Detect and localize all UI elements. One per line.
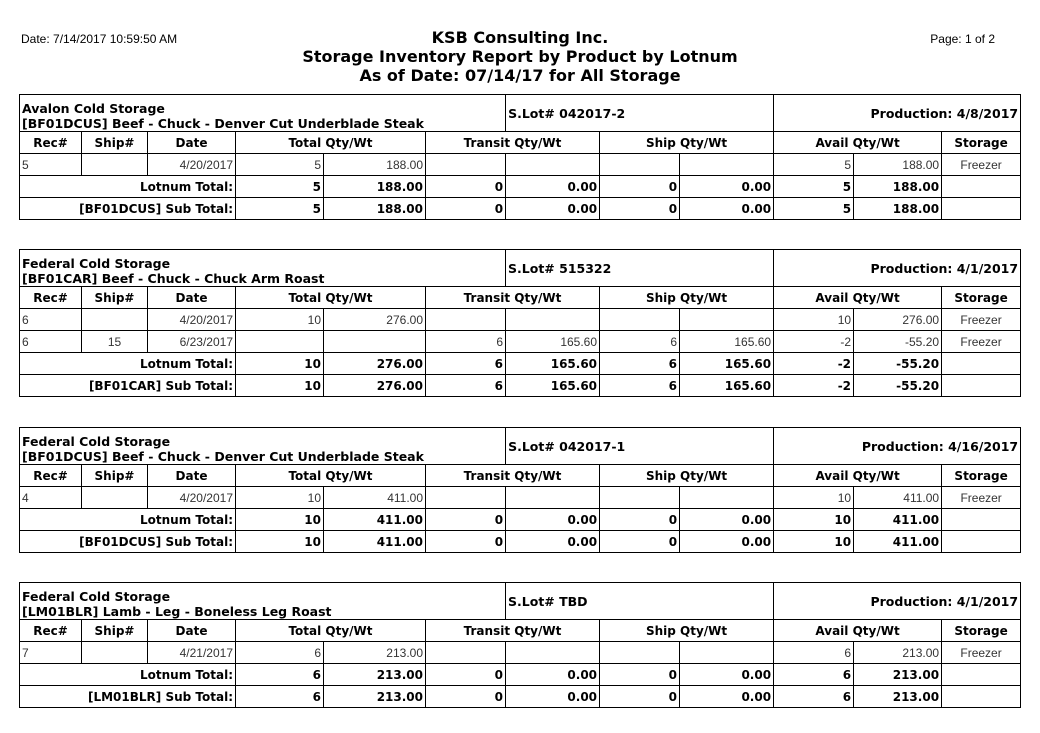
col-rec: Rec# [20, 465, 82, 487]
cell-total-wt: 411.00 [324, 487, 426, 509]
cell-transit-wt: 165.60 [506, 353, 600, 375]
cell-date: 4/20/2017 [148, 154, 236, 176]
cell-avail-qty: 5 [774, 154, 854, 176]
cell-total-qty: 10 [236, 353, 324, 375]
cell-total-qty: 5 [236, 154, 324, 176]
cell-avail-qty: 6 [774, 664, 854, 686]
col-rec: Rec# [20, 287, 82, 309]
col-date: Date [148, 620, 236, 642]
cell-total-qty: 10 [236, 531, 324, 553]
cell-avail-qty: 5 [774, 198, 854, 220]
cell-date: 6/23/2017 [148, 331, 236, 353]
lotnum-total-label: Lotnum Total: [20, 664, 236, 686]
cell-transit-qty: 0 [426, 509, 506, 531]
cell-ship-qty: 0 [600, 198, 680, 220]
cell-ship-qty: 0 [600, 509, 680, 531]
production-date: Production: 4/8/2017 [774, 95, 1021, 132]
cell-transit-wt: 0.00 [506, 198, 600, 220]
col-storage: Storage [942, 465, 1021, 487]
cell-total-wt: 188.00 [324, 198, 426, 220]
production-date: Production: 4/1/2017 [774, 583, 1021, 620]
cell-total-wt: 411.00 [324, 509, 426, 531]
cell-empty [942, 531, 1021, 553]
cell-storage: Freezer [942, 487, 1021, 509]
cell-transit-qty: 0 [426, 664, 506, 686]
cell-total-qty: 10 [236, 375, 324, 397]
cell-avail-wt: 276.00 [854, 309, 942, 331]
cell-rec: 6 [20, 309, 82, 331]
cell-transit-qty: 0 [426, 176, 506, 198]
cell-transit-wt: 0.00 [506, 686, 600, 708]
cell-total-wt: 276.00 [324, 353, 426, 375]
inventory-section [19, 427, 1020, 553]
product-name: [BF01DCUS] Beef - Chuck - Denver Cut Underblade Steak [22, 449, 424, 464]
report-as-of: As of Date: 07/14/17 for All Storage [359, 66, 681, 85]
sub-total-row [20, 686, 1021, 708]
cell-avail-wt: 411.00 [854, 509, 942, 531]
column-header-row [20, 465, 1021, 487]
product-name: [LM01BLR] Lamb - Leg - Boneless Leg Roast [22, 604, 332, 619]
cell-total-wt: 213.00 [324, 686, 426, 708]
cell-ship-qty [600, 487, 680, 509]
sub-total-label: [BF01DCUS] Sub Total: [20, 198, 236, 220]
cell-ship: 15 [82, 331, 148, 353]
cell-avail-wt: 213.00 [854, 686, 942, 708]
col-shipqty: Ship Qty/Wt [600, 287, 774, 309]
table-row [20, 309, 1021, 331]
cell-ship-wt: 0.00 [680, 664, 774, 686]
facility-name: Federal Cold Storage [22, 256, 171, 271]
report-date: Date: 7/14/2017 10:59:50 AM [21, 32, 178, 46]
cell-avail-wt: 213.00 [854, 642, 942, 664]
cell-transit-wt: 0.00 [506, 664, 600, 686]
col-total: Total Qty/Wt [236, 287, 426, 309]
cell-total-wt: 276.00 [324, 309, 426, 331]
facility-name: Avalon Cold Storage [22, 101, 165, 116]
section-header [20, 428, 506, 465]
sub-total-label: [LM01BLR] Sub Total: [20, 686, 236, 708]
cell-storage: Freezer [942, 642, 1021, 664]
cell-avail-wt: -55.20 [854, 353, 942, 375]
cell-ship-qty [600, 642, 680, 664]
cell-avail-wt: 411.00 [854, 487, 942, 509]
cell-avail-qty: 10 [774, 509, 854, 531]
cell-avail-wt: 213.00 [854, 664, 942, 686]
col-transit: Transit Qty/Wt [426, 465, 600, 487]
cell-avail-qty: -2 [774, 375, 854, 397]
cell-transit-wt: 0.00 [506, 176, 600, 198]
col-date: Date [148, 465, 236, 487]
facility-name: Federal Cold Storage [22, 589, 171, 604]
cell-storage: Freezer [942, 309, 1021, 331]
cell-transit-qty: 6 [426, 353, 506, 375]
cell-empty [942, 176, 1021, 198]
col-total: Total Qty/Wt [236, 465, 426, 487]
cell-ship-wt: 0.00 [680, 509, 774, 531]
sub-total-row [20, 198, 1021, 220]
column-header-row [20, 620, 1021, 642]
facility-name: Federal Cold Storage [22, 434, 171, 449]
col-ship: Ship# [82, 620, 148, 642]
cell-ship-wt: 0.00 [680, 198, 774, 220]
table-row [20, 331, 1021, 353]
report-title: Storage Inventory Report by Product by Lotnum [302, 47, 738, 66]
col-ship: Ship# [82, 132, 148, 154]
cell-transit-wt: 165.60 [506, 331, 600, 353]
cell-total-qty: 5 [236, 198, 324, 220]
col-ship: Ship# [82, 287, 148, 309]
cell-total-wt [324, 331, 426, 353]
cell-total-qty: 10 [236, 487, 324, 509]
cell-storage: Freezer [942, 331, 1021, 353]
cell-transit-wt [506, 487, 600, 509]
cell-avail-qty: -2 [774, 353, 854, 375]
cell-date: 4/20/2017 [148, 309, 236, 331]
cell-transit-wt: 165.60 [506, 375, 600, 397]
col-rec: Rec# [20, 620, 82, 642]
inventory-section [19, 582, 1020, 708]
cell-transit-qty: 6 [426, 331, 506, 353]
cell-ship-wt: 0.00 [680, 686, 774, 708]
cell-rec: 7 [20, 642, 82, 664]
cell-avail-qty: 5 [774, 176, 854, 198]
cell-ship-qty: 6 [600, 331, 680, 353]
col-transit: Transit Qty/Wt [426, 132, 600, 154]
cell-rec: 6 [20, 331, 82, 353]
col-transit: Transit Qty/Wt [426, 287, 600, 309]
cell-avail-qty: 6 [774, 642, 854, 664]
col-shipqty: Ship Qty/Wt [600, 132, 774, 154]
col-transit: Transit Qty/Wt [426, 620, 600, 642]
cell-ship [82, 309, 148, 331]
lot-number: S.Lot# 042017-2 [506, 95, 774, 132]
cell-transit-wt [506, 642, 600, 664]
col-shipqty: Ship Qty/Wt [600, 620, 774, 642]
cell-avail-qty: 10 [774, 531, 854, 553]
cell-empty [942, 375, 1021, 397]
product-name: [BF01CAR] Beef - Chuck - Chuck Arm Roast [22, 271, 325, 286]
cell-avail-qty: 6 [774, 686, 854, 708]
cell-ship-qty: 6 [600, 375, 680, 397]
cell-ship [82, 642, 148, 664]
cell-ship-qty: 0 [600, 686, 680, 708]
cell-total-wt: 188.00 [324, 154, 426, 176]
cell-ship-wt [680, 487, 774, 509]
cell-ship-wt: 165.60 [680, 353, 774, 375]
cell-avail-wt: 188.00 [854, 198, 942, 220]
col-total: Total Qty/Wt [236, 620, 426, 642]
cell-transit-qty: 0 [426, 531, 506, 553]
cell-empty [942, 198, 1021, 220]
cell-ship-qty [600, 309, 680, 331]
cell-transit-qty [426, 154, 506, 176]
cell-transit-qty: 0 [426, 198, 506, 220]
cell-total-qty: 6 [236, 664, 324, 686]
cell-ship-wt: 165.60 [680, 375, 774, 397]
cell-avail-wt: -55.20 [854, 331, 942, 353]
cell-total-wt: 411.00 [324, 531, 426, 553]
col-ship: Ship# [82, 465, 148, 487]
production-date: Production: 4/16/2017 [774, 428, 1021, 465]
lotnum-total-label: Lotnum Total: [20, 509, 236, 531]
cell-ship-wt: 0.00 [680, 176, 774, 198]
cell-transit-qty [426, 642, 506, 664]
cell-transit-wt: 0.00 [506, 531, 600, 553]
cell-empty [942, 686, 1021, 708]
inventory-section [19, 94, 1020, 220]
lotnum-total-row [20, 509, 1021, 531]
lotnum-total-label: Lotnum Total: [20, 353, 236, 375]
col-avail: Avail Qty/Wt [774, 620, 942, 642]
table-row [20, 487, 1021, 509]
company-name: KSB Consulting Inc. [431, 28, 609, 47]
cell-total-wt: 276.00 [324, 375, 426, 397]
cell-avail-wt: 188.00 [854, 176, 942, 198]
sub-total-label: [BF01DCUS] Sub Total: [20, 531, 236, 553]
col-storage: Storage [942, 132, 1021, 154]
inventory-section [19, 249, 1020, 397]
lotnum-total-row [20, 664, 1021, 686]
cell-rec: 4 [20, 487, 82, 509]
cell-date: 4/21/2017 [148, 642, 236, 664]
cell-ship-qty: 0 [600, 531, 680, 553]
cell-total-qty: 10 [236, 509, 324, 531]
report-title-block [0, 28, 1040, 85]
cell-ship [82, 154, 148, 176]
cell-transit-wt: 0.00 [506, 509, 600, 531]
cell-total-qty: 5 [236, 176, 324, 198]
col-date: Date [148, 287, 236, 309]
cell-avail-wt: -55.20 [854, 375, 942, 397]
cell-ship-qty: 0 [600, 664, 680, 686]
cell-ship-wt [680, 642, 774, 664]
cell-total-qty: 6 [236, 686, 324, 708]
cell-avail-qty: 10 [774, 309, 854, 331]
cell-avail-qty: -2 [774, 331, 854, 353]
cell-total-qty: 10 [236, 309, 324, 331]
lot-number: S.Lot# TBD [506, 583, 774, 620]
cell-ship-wt [680, 309, 774, 331]
sub-total-row [20, 375, 1021, 397]
col-storage: Storage [942, 620, 1021, 642]
section-header [20, 583, 506, 620]
cell-ship-wt: 165.60 [680, 331, 774, 353]
product-name: [BF01DCUS] Beef - Chuck - Denver Cut Underblade Steak [22, 116, 424, 131]
column-header-row [20, 287, 1021, 309]
cell-ship [82, 487, 148, 509]
sub-total-label: [BF01CAR] Sub Total: [20, 375, 236, 397]
col-avail: Avail Qty/Wt [774, 465, 942, 487]
column-header-row [20, 132, 1021, 154]
col-avail: Avail Qty/Wt [774, 132, 942, 154]
col-shipqty: Ship Qty/Wt [600, 465, 774, 487]
col-total: Total Qty/Wt [236, 132, 426, 154]
lot-number: S.Lot# 515322 [506, 250, 774, 287]
cell-avail-wt: 411.00 [854, 531, 942, 553]
lot-number: S.Lot# 042017-1 [506, 428, 774, 465]
cell-total-wt: 213.00 [324, 642, 426, 664]
col-storage: Storage [942, 287, 1021, 309]
cell-ship-qty: 6 [600, 353, 680, 375]
cell-ship-wt: 0.00 [680, 531, 774, 553]
production-date: Production: 4/1/2017 [774, 250, 1021, 287]
cell-total-qty [236, 331, 324, 353]
col-date: Date [148, 132, 236, 154]
cell-transit-qty: 0 [426, 686, 506, 708]
cell-avail-qty: 10 [774, 487, 854, 509]
cell-avail-wt: 188.00 [854, 154, 942, 176]
section-header [20, 250, 506, 287]
cell-total-qty: 6 [236, 642, 324, 664]
cell-empty [942, 509, 1021, 531]
cell-rec: 5 [20, 154, 82, 176]
lotnum-total-row [20, 353, 1021, 375]
table-row [20, 642, 1021, 664]
cell-total-wt: 188.00 [324, 176, 426, 198]
section-header [20, 95, 506, 132]
col-rec: Rec# [20, 132, 82, 154]
cell-ship-wt [680, 154, 774, 176]
cell-ship-qty: 0 [600, 176, 680, 198]
sub-total-row [20, 531, 1021, 553]
cell-transit-qty: 6 [426, 375, 506, 397]
cell-empty [942, 664, 1021, 686]
lotnum-total-row [20, 176, 1021, 198]
cell-total-wt: 213.00 [324, 664, 426, 686]
lotnum-total-label: Lotnum Total: [20, 176, 236, 198]
cell-ship-qty [600, 154, 680, 176]
cell-storage: Freezer [942, 154, 1021, 176]
cell-transit-qty [426, 309, 506, 331]
cell-empty [942, 353, 1021, 375]
page-indicator: Page: 1 of 2 [930, 32, 995, 46]
cell-transit-wt [506, 309, 600, 331]
col-avail: Avail Qty/Wt [774, 287, 942, 309]
cell-transit-wt [506, 154, 600, 176]
cell-transit-qty [426, 487, 506, 509]
table-row [20, 154, 1021, 176]
cell-date: 4/20/2017 [148, 487, 236, 509]
